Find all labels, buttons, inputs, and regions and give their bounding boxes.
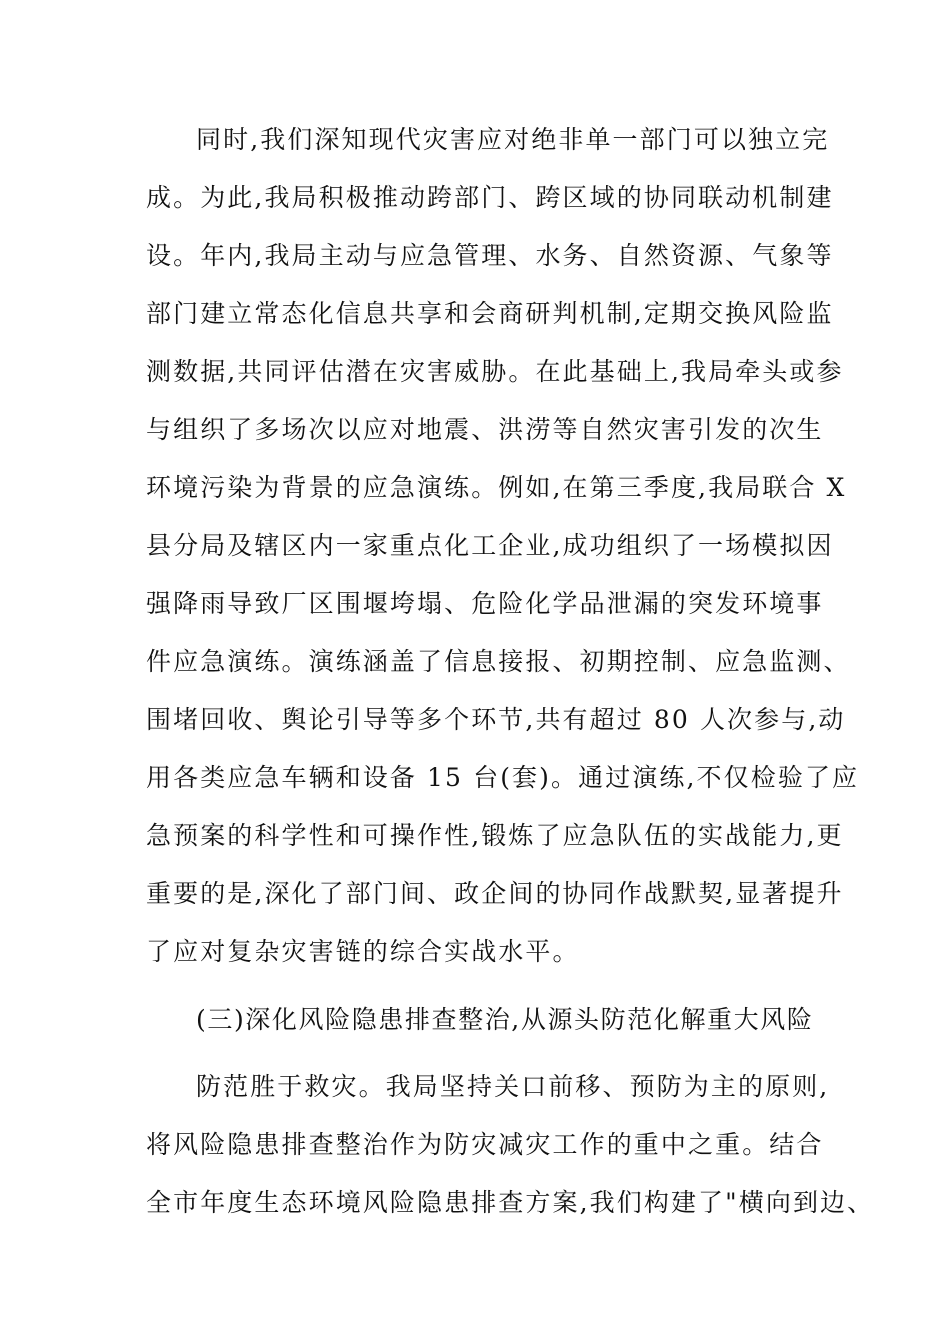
paragraph-1-line-1: 同时,我们深知现代灾害应对绝非单一部门可以独立完 xyxy=(196,125,830,154)
paragraph-1-line-11: 围堵回收、舆论引导等多个环节,共有超过 80 人次参与,动 xyxy=(146,705,846,734)
section-heading: (三)深化风险隐患排查整治,从源头防范化解重大风险 xyxy=(196,1005,814,1034)
paragraph-1-line-9: 强降雨导致厂区围堰垮塌、危险化学品泄漏的突发环境事 xyxy=(146,589,824,618)
paragraph-1-line-8: 县分局及辖区内一家重点化工企业,成功组织了一场模拟因 xyxy=(146,531,834,560)
paragraph-1-line-4: 部门建立常态化信息共享和会商研判机制,定期交换风险监 xyxy=(146,299,834,328)
paragraph-1-line-14: 重要的是,深化了部门间、政企间的协同作战默契,显著提升 xyxy=(146,879,844,908)
paragraph-2-line-3: 全市年度生态环境风险隐患排查方案,我们构建了"横向到边、 xyxy=(146,1188,875,1217)
paragraph-2-line-1: 防范胜于救灾。我局坚持关口前移、预防为主的原则, xyxy=(196,1072,830,1101)
paragraph-2-line-2: 将风险隐患排查整治作为防灾减灾工作的重中之重。结合 xyxy=(146,1130,824,1159)
paragraph-1-line-13: 急预案的科学性和可操作性,锻炼了应急队伍的实战能力,更 xyxy=(146,821,844,850)
paragraph-1-line-2: 成。为此,我局积极推动跨部门、跨区域的协同联动机制建 xyxy=(146,183,834,212)
paragraph-1-line-6: 与组织了多场次以应对地震、洪涝等自然灾害引发的次生 xyxy=(146,415,824,444)
paragraph-1-line-5: 测数据,共同评估潜在灾害威胁。在此基础上,我局牵头或参 xyxy=(146,357,844,386)
paragraph-1-line-3: 设。年内,我局主动与应急管理、水务、自然资源、气象等 xyxy=(146,241,834,270)
paragraph-1-line-12: 用各类应急车辆和设备 15 台(套)。通过演练,不仅检验了应 xyxy=(146,763,860,792)
paragraph-1-line-7: 环境污染为背景的应急演练。例如,在第三季度,我局联合 X xyxy=(146,473,847,502)
paragraph-1-line-10: 件应急演练。演练涵盖了信息接报、初期控制、应急监测、 xyxy=(146,647,851,676)
paragraph-1-line-15: 了应对复杂灾害链的综合实战水平。 xyxy=(146,937,580,966)
